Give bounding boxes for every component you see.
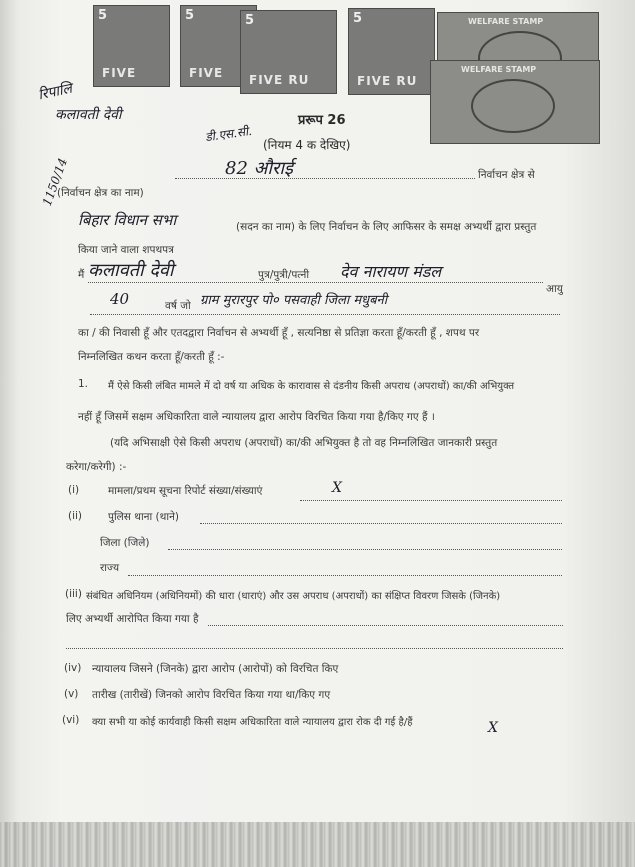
state-text: राज्य — [100, 562, 120, 574]
candidate-name: कलावती देवी — [88, 260, 174, 281]
margin-note: रिपालि — [36, 80, 74, 104]
form-subtitle: (नियम 4 क देखिए) — [263, 138, 351, 152]
age-value: 40 — [110, 290, 130, 308]
cross-mark: X — [488, 720, 498, 736]
form-title: प्ररूप 26 — [298, 113, 346, 128]
spouse-name: देव नारायण मंडल — [340, 262, 442, 281]
cross-mark: X — [332, 480, 342, 496]
fill-line — [90, 314, 560, 315]
sub-number: (iii) — [65, 588, 82, 600]
age-label: आयु — [546, 283, 563, 295]
margin-note: 1150/14 — [39, 156, 71, 208]
welfare-stamp-1: WELFARE STAMP — [437, 12, 599, 64]
address-value: ग्राम मुरारपुर पो० पसवाही जिला मधुबनी — [200, 293, 388, 308]
revenue-stamp-1: 5 FIVE — [93, 5, 170, 87]
affidavit-label: किया जाने वाला शपथपत्र — [78, 244, 174, 256]
declare-text: निम्नलिखित कथन करता हूँ/करती हूँ :- — [78, 351, 225, 363]
sub-iv-text: न्यायालय जिसने (जिनके) द्वारा आरोप (आरोपों) को विरचित किए — [92, 663, 339, 675]
revenue-stamp-2: 5 FIVE — [180, 5, 257, 87]
house-value: बिहार विधान सभा — [78, 211, 177, 229]
constituency-value: 82 औराई — [225, 158, 293, 179]
main-label: मैं — [78, 269, 85, 281]
emblem-icon — [471, 79, 555, 133]
revenue-stamp-4: 5 FIVE RU — [348, 8, 435, 95]
constituency-name-label: (निर्वाचन क्षेत्र का नाम) — [57, 187, 144, 199]
sub-number: (i) — [68, 484, 80, 496]
margin-note: कलावती देवी — [55, 107, 122, 123]
item1-text: नहीं हूँ जिसमें सक्षम अधिकारिता वाले न्यायालय द्वारा आरोप विरचित किया गया है/किए गए हैं । — [78, 411, 435, 423]
fill-line — [300, 500, 562, 501]
item1-text: करेगा/करेगी) :- — [66, 461, 127, 473]
fill-line — [128, 575, 562, 576]
constituency-label: निर्वाचन क्षेत्र से — [478, 169, 535, 181]
item1-text: (यदि अभिसाक्षी ऐसे किसी अपराध (अपराधों) का/की अभियुक्त है तो वह निम्नलिखित जानकारी प्रस्तुत — [110, 437, 498, 449]
sub-i-text: मामला/प्रथम सूचना रिपोर्ट संख्या/संख्याएं — [108, 485, 263, 497]
fill-line — [200, 523, 562, 524]
sub-iii-text: संबंधित अधिनियम (अधिनियमों) की धारा (धाराएं) और उस अपराध (अपराधों) का संक्षिप्त विवरण जिसके (जिनके) — [86, 591, 501, 602]
sub-number: (iv) — [64, 662, 82, 674]
item-number: 1. — [78, 378, 89, 390]
sub-ii-text: पुलिस थाना (थाने) — [108, 511, 180, 523]
revenue-stamp-3: 5 FIVE RU — [240, 10, 337, 94]
scan-edge — [0, 822, 635, 867]
fill-line — [175, 178, 475, 179]
item1-text: मैं ऐसे किसी लंबित मामले में दो वर्ष या अधिक के कारावास से दंडनीय किसी अपराध (अपराधों) का/की अभियुक्त — [108, 381, 515, 392]
resident-text: का / की निवासी हूँ और एतदद्वारा निर्वाचन से अभ्यर्थी हूँ , सत्यनिष्ठा से प्रतिज्ञा करता हूँ/करती हूँ , शपथ पर — [78, 327, 480, 339]
sub-number: (vi) — [62, 714, 80, 726]
years-label: वर्ष जो — [165, 300, 191, 312]
house-label: (सदन का नाम) के लिए निर्वाचन के लिए आफिसर के समक्ष अभ्यर्थी द्वारा प्रस्तुत — [236, 221, 537, 233]
sub-number: (ii) — [68, 510, 83, 522]
fill-line — [88, 282, 543, 283]
margin-note: डी.एस.सी. — [204, 123, 253, 145]
fill-line — [208, 625, 563, 626]
sub-number: (v) — [64, 688, 79, 700]
relation-label: पुत्र/पुत्री/पत्नी — [258, 269, 310, 281]
sub-vi-text: क्या सभी या कोई कार्यवाही किसी सक्षम अधिकारिता वाले न्यायालय द्वारा रोक दी गई है/हैं — [92, 717, 413, 728]
fill-line — [66, 648, 563, 649]
sub-iii-text: लिए अभ्यर्थी आरोपित किया गया है — [66, 613, 199, 625]
fill-line — [168, 549, 562, 550]
welfare-stamp-2: WELFARE STAMP — [430, 60, 600, 144]
sub-v-text: तारीख (तारीखें) जिनको आरोप विरचित किया गया था/किए गए — [92, 689, 331, 701]
district-text: जिला (जिले) — [100, 537, 150, 549]
